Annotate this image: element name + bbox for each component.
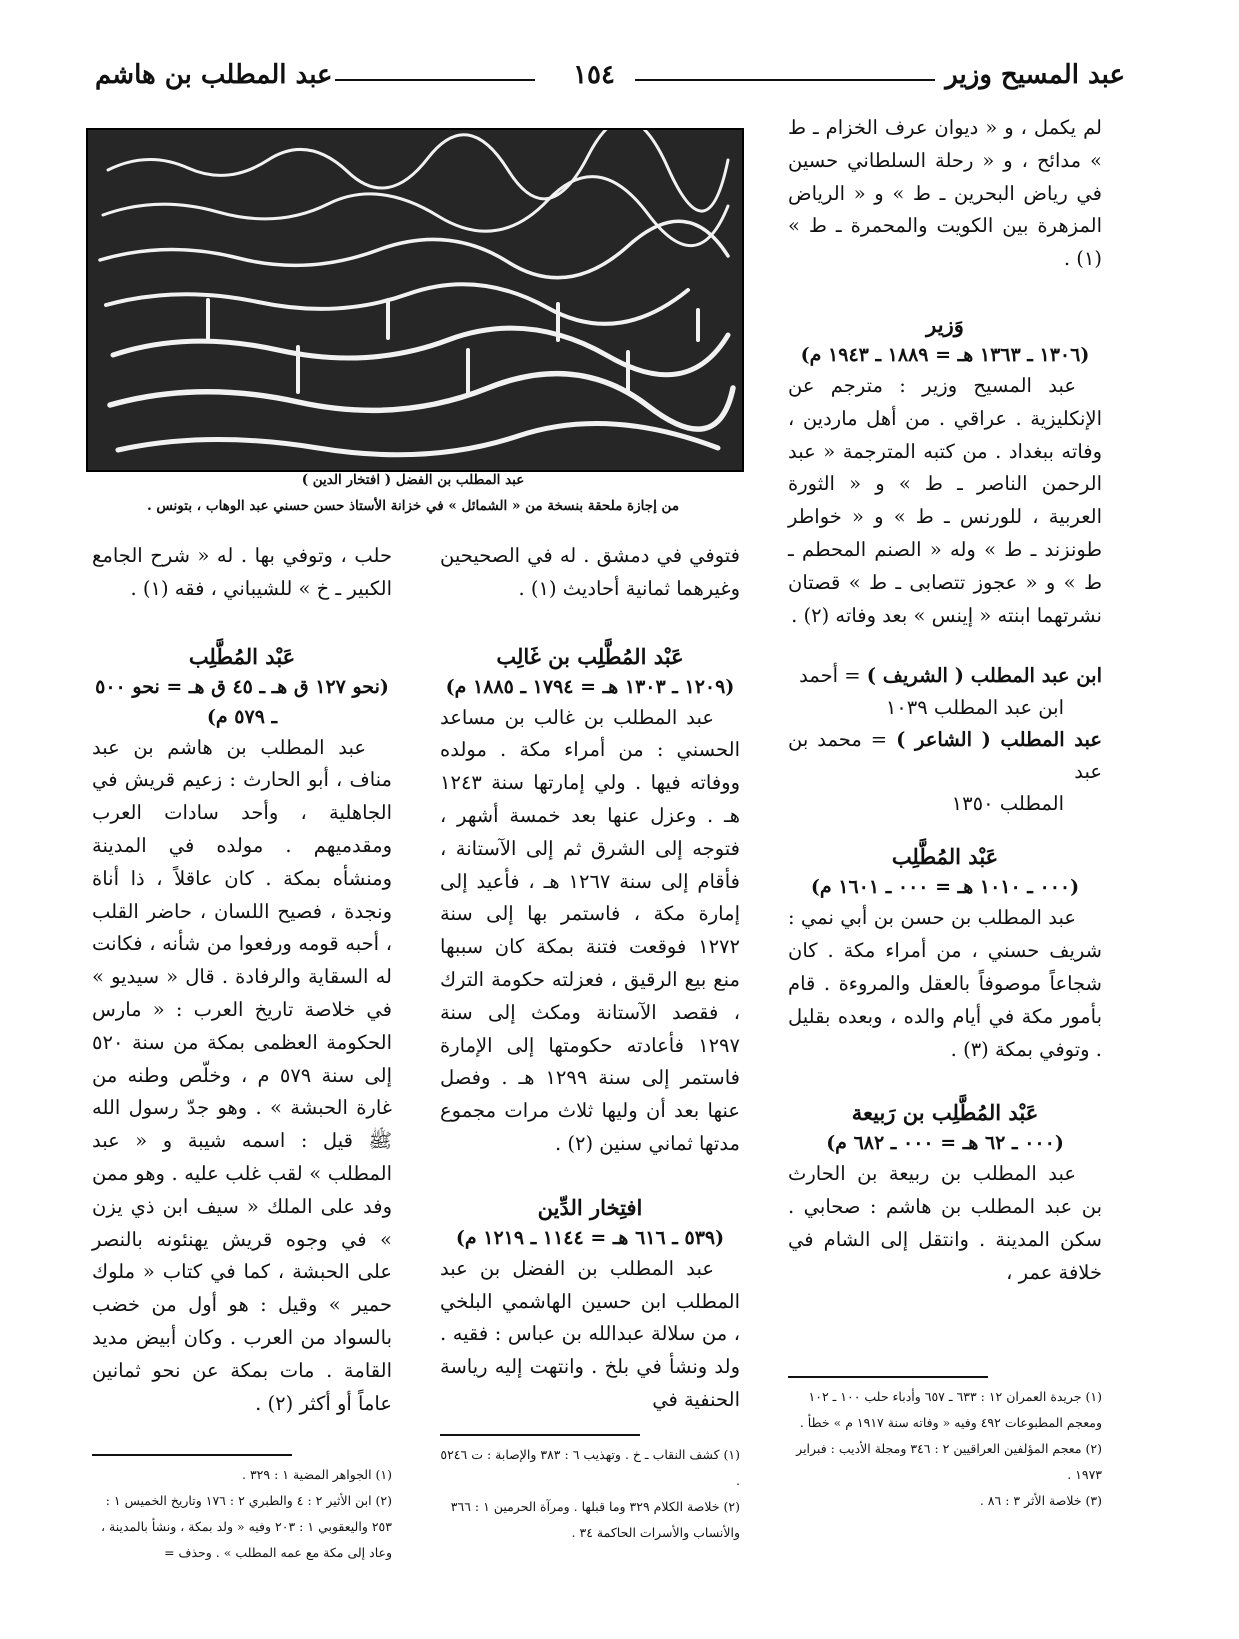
header-left-title: عبد المطلب بن هاشم xyxy=(95,60,333,90)
entry-heading: عَبْد المُطَّلِب بن رَبيعة xyxy=(851,1100,1039,1126)
entry-body: عبد المسيح وزير : مترجم عن الإنكليزية . عراقي . من أهل ماردين ، وفاته ببغداد . من كتبه المترجمة « عبد الرحمن الناصر ـ ط » و « الثورة العربية ، للورنس ـ ط » و « خواطر طونزند ـ ط » وله « الصنم المحطم ـ ط » و « عجوز تتصابى ـ ط » قصتان نشرتهما ابنته « إينس » بعد وفاته (٢) . xyxy=(788,373,1102,627)
figure-caption-desc: من إجازة ملحقة بنسخة من « الشمائل » في خزانة الأستاذ حسن حسني عبد الوهاب ، بتونس . xyxy=(146,498,680,514)
entry-body: عبد المطلب بن الفضل بن عبد المطلب ابن حسين الهاشمي البلخي ، من سلالة عبدالله بن عباس : فقيه . ولد ونشأ في بلخ . وانتهت إليه رياسة الحنفية في xyxy=(440,1256,740,1411)
header-rule-right xyxy=(635,79,935,81)
cross-reference xyxy=(788,724,1102,820)
entry-dates: (٥٣٩ ـ ٦١٦ هـ = ١١٤٤ ـ ١٢١٩ م) xyxy=(455,1226,725,1249)
column-right xyxy=(788,112,1102,1290)
header-right-title: عبد المسيح وزير xyxy=(945,60,1125,90)
figure-caption-title: عبد المطلب بن الفضل ( افتخار الدين ) xyxy=(301,472,525,488)
column-middle xyxy=(440,540,740,1417)
column-left xyxy=(92,540,392,1420)
continued-text: حلب ، وتوفي بها . له « شرح الجامع الكبير ـ خ » للشيباني ، فقه (١) . xyxy=(92,544,392,600)
entry-body: عبد المطلب بن حسن بن أبي نمي : شريف حسني ، من أمراء مكة . كان شجاعاً موصوفاً بالعقل والمروءة . قام بأمور مكة في أيام والده ، وبعده بقليل . وتوفي بمكة (٣) . xyxy=(788,906,1102,1061)
footnote: (٢) ابن الأثير ٢ : ٤ والطبري ٢ : ١٧٦ وتاريخ الخميس ١ : ٢٥٣ واليعقوبي ١ : ٢٠٣ وفيه « ولد بمكة ، ونشأ بالمدينة ، وعاد إلى مكة مع عمه المطلب » . وحذف = xyxy=(101,1493,392,1560)
entry-dates: (نحو ١٢٧ ق هـ ـ ٤٥ ق هـ = نحو ٥٠٠ ـ ٥٧٩ م) xyxy=(95,675,389,728)
entry-body: عبد المطلب بن غالب بن مساعد الحسني : من أمراء مكة . مولده ووفاته فيها . ولي إمارتها سنة ١٢٤٣ هـ . وعزل عنها بعد خمسة أشهر ، فتوجه إلى الشرق ثم إلى الآستانة ، فأقام إلى سنة ١٢٦٧ هـ ، فأعيد إلى إمارة مكة ، فاستمر بها إلى سنة ١٢٧٢ فوقعت فتنة بمكة كان سببها منع بيع الرقيق ، فعزلته حكومة الترك ، فقصد الآستانة ومكث إلى سنة ١٢٩٧ فأعادته حكومتها إلى الإمارة فاستمر إلى سنة ١٢٩٩ هـ . وفصل عنها بعد أن وليها ثلاث مرات مجموع مدتها ثماني سنين (٢) . xyxy=(440,705,740,1155)
footnotes-middle xyxy=(440,1434,740,1546)
cross-reference-target-cont: ابن عبد المطلب ١٠٣٩ xyxy=(885,696,1064,720)
entry-body: عبد المطلب بن هاشم بن عبد مناف ، أبو الحارث : زعيم قريش في الجاهلية ، وأحد سادات العرب ومقدميهم . مولده في المدينة ومنشأه بمكة . كان عاقلاً ، ذا أناة ونجدة ، فصيح اللسان ، حاضر القلب ، أحبه قومه ورفعوا من شأنه ، فكانت له السقاية والرفادة . قال « سيديو » في خلاصة تاريخ العرب : « مارس الحكومة العظمى بمكة من سنة ٥٢٠ إلى سنة ٥٧٩ م ، وخلّص وطنه من غارة الحبشة » . وهو جدّ رسول الله ﷺ قيل : اسمه شيبة و « عبد المطلب » لقب غلب عليه . وهو ممن وفد على الملك « سيف ابن ذي يزن » في وجوه قريش يهنئونه بالنصر على الحبشة ، كما في كتاب « ملوك حمير » وقيل : هو أول من خضب بالسواد من العرب . وكان أبيض مديد القامة . مات بمكة عن نحو ثمانين عاماً أو أكثر (٢) . xyxy=(92,735,392,1415)
entry-heading: افتِخار الدِّين xyxy=(537,1194,643,1220)
header-rule-left xyxy=(335,79,535,81)
footnote: (٢) خلاصة الكلام ٣٢٩ وما قبلها . ومرآة الحرمين ١ : ٣٦٦ والأنساب والأسرات الحاكمة ٣٤ . xyxy=(450,1499,740,1540)
footnote-rule xyxy=(440,1434,640,1436)
manuscript-image xyxy=(86,128,744,472)
entry-heading: وَزير xyxy=(926,311,964,337)
entry-dates: (٠٠٠ ـ ١٠١٠ هـ = ٠٠٠ ـ ١٦٠١ م) xyxy=(810,876,1080,899)
cross-reference-target: = أحمد xyxy=(799,664,861,688)
cross-reference-target-cont: المطلب ١٣٥٠ xyxy=(951,792,1064,816)
entry-body: عبد المطلب بن ربيعة بن الحارث بن عبد المطلب بن هاشم : صحابي . سكن المدينة . وانتقل إلى الشام في خلافة عمر ، xyxy=(788,1162,1102,1284)
entry-dates: (١٣٠٦ ـ ١٣٦٣ هـ = ١٨٨٩ ـ ١٩٤٣ م) xyxy=(800,343,1090,366)
cross-reference-name: ابن عبد المطلب ( الشريف ) xyxy=(866,664,1102,688)
cross-reference-target: = محمد بن عبد xyxy=(788,728,1102,784)
footnotes-left xyxy=(92,1454,392,1566)
footnote: (١) كشف النقاب ـ خ . وتهذيب ٦ : ٣٨٣ والإصابة : ت ٥٢٤٦ . xyxy=(440,1447,740,1488)
cross-reference xyxy=(788,660,1102,724)
cross-reference-name: عبد المطلب ( الشاعر ) xyxy=(896,728,1102,752)
running-header xyxy=(95,60,1125,100)
entry-heading: عَبْد المُطَّلِب xyxy=(188,643,296,669)
continued-text: لم يكمل ، و « ديوان عرف الخزام ـ ط » مدائح ، و « رحلة السلطاني حسين في رياض البحرين ـ ط » و « الرياض المزهرة بين الكويت والمحمرة ـ ط » (١) . xyxy=(788,116,1102,271)
footnote: (٢) معجم المؤلفين العراقيين ٢ : ٣٤٦ ومجلة الأديب : فبراير ١٩٧٣ . xyxy=(796,1441,1102,1482)
continued-text: فتوفي في دمشق . له في الصحيحين وغيرهما ثمانية أحاديث (١) . xyxy=(440,544,740,600)
entry-dates: (٠٠٠ ـ ٦٢ هـ = ٠٠٠ ـ ٦٨٢ م) xyxy=(826,1132,1064,1155)
footnote: (١) جريدة العمران ١٢ : ٦٣٣ ـ ٦٥٧ وأدباء حلب ١٠٠ ـ ١٠٢ ومعجم المطبوعات ٤٩٢ وفيه « وفاته سنة ١٩١٧ م » خطأ . xyxy=(799,1389,1102,1430)
entry-heading: عَبْد المُطَّلِب xyxy=(891,844,999,870)
footnote-rule xyxy=(788,1376,988,1378)
entry-dates: (١٢٠٩ ـ ١٣٠٣ هـ = ١٧٩٤ ـ ١٨٨٥ م) xyxy=(445,675,735,698)
footnote: (١) الجواهر المضية ١ : ٣٢٩ . xyxy=(242,1467,392,1482)
page-number: ١٥٤ xyxy=(573,60,615,90)
footnotes-right xyxy=(788,1376,1102,1514)
entry-heading: عَبْد المُطَّلِب بن غَالِب xyxy=(496,643,684,669)
footnote-rule xyxy=(92,1454,292,1456)
footnote: (٣) خلاصة الأثر ٣ : ٨٦ . xyxy=(979,1493,1102,1508)
